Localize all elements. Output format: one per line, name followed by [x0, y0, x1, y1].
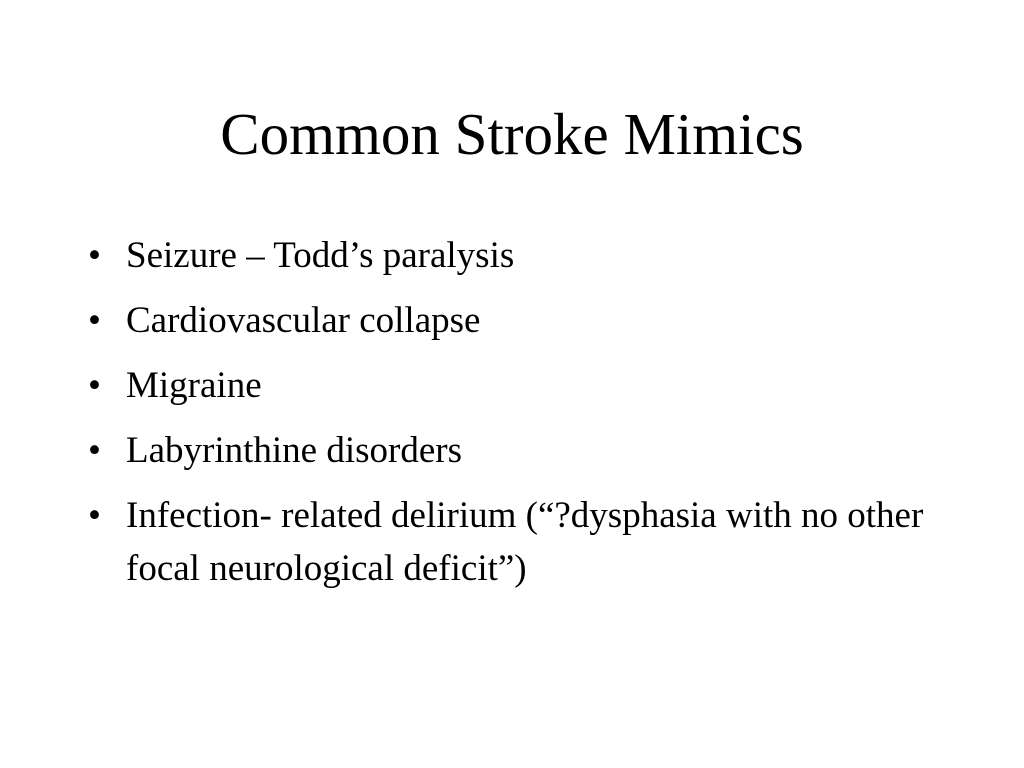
bullet-text: Cardiovascular collapse	[126, 300, 481, 341]
bullet-text: Seizure – Todd’s paralysis	[126, 235, 515, 276]
bullet-item	[88, 424, 968, 477]
slide-title: Common Stroke Mimics	[220, 101, 804, 167]
bullet-marker: •	[88, 430, 101, 471]
bullet-item	[88, 489, 968, 595]
bullet-marker: •	[88, 300, 101, 341]
bullet-text: Migraine	[126, 365, 262, 406]
bullet-item	[88, 294, 968, 347]
bullet-text: Labyrinthine disorders	[126, 430, 462, 471]
bullet-marker: •	[88, 235, 101, 276]
bullet-marker: •	[88, 495, 101, 536]
bullet-list	[88, 229, 968, 607]
bullet-item	[88, 359, 968, 412]
bullet-text: Infection- related delirium (“?dysphasia with no other focal neurological deficit”)	[126, 495, 924, 589]
bullet-marker: •	[88, 365, 101, 406]
bullet-item	[88, 229, 968, 282]
